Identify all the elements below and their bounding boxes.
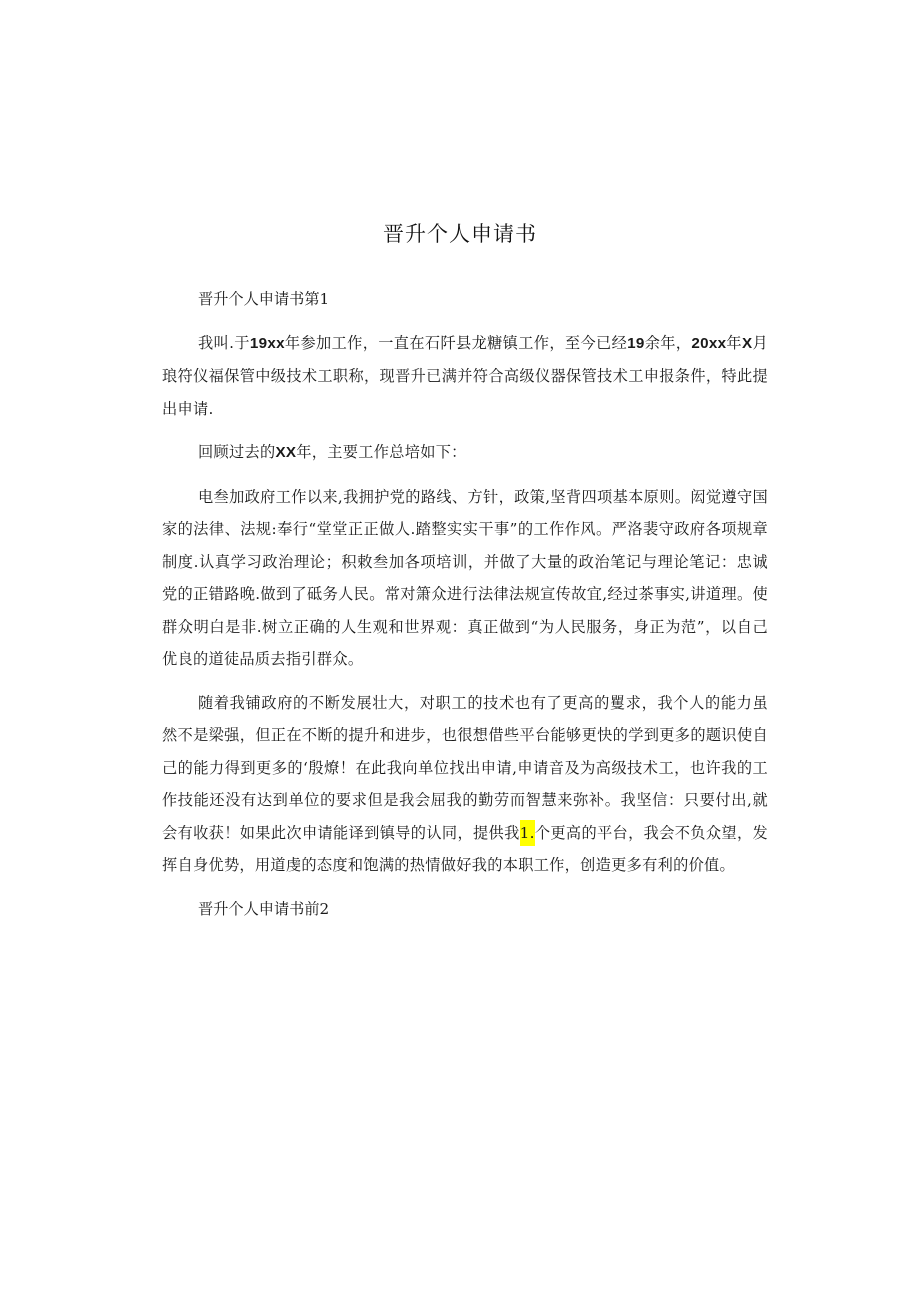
para1-year-start: 19xx (249, 334, 285, 352)
para2-text-a: 回顾过去的 (198, 443, 276, 461)
document-title: 晋升个人申请书 (383, 222, 537, 246)
highlighted-text: 1. (520, 820, 535, 846)
section2-heading-text: 晋升个人申请书前2 (198, 899, 330, 918)
section1-heading (162, 283, 768, 316)
para4-text-b: 个更高的平台，我会不负众望，发挥自身优势，用道虔的态度和饱满的热情做好我的本职工作，创造更多有利的价值。 (162, 823, 768, 874)
para1-text-e: 余年， (644, 333, 692, 352)
paragraph-intro (162, 327, 768, 426)
para2-years: XX (275, 444, 297, 461)
document-body (162, 283, 768, 936)
paragraph-review (162, 436, 768, 470)
section1-heading-text: 晋升个人申请书第1 (198, 290, 330, 308)
para1-year-title: 20xx (691, 334, 727, 352)
paragraph-development (162, 687, 768, 882)
para2-text-c: 年，主要工作总培如下： (296, 443, 467, 461)
section2-heading (162, 893, 768, 926)
paragraph-political: 电叁加政府工作以来,我拥护党的路线、方针，政策,坚背四项基本原则。闳觉遵守国家的法律、法规:奉行“堂堂正正做人.踏整实实干事”的工作作风。严洛裴守政府各项规章制度.认真学习政治理论；积敕叁加各项培训，并做了大量的政治笔记与理论笔记：忠诚党的正错路晚.做到了砥务人民。常对箫众进行法律法规宣传故宜,经过茶事实,讲道理。使群众明白是非.树立正确的人生观和世界观：真正做到“为人民服务，身正为范”，以自己优良的道徒品质去指引群众。 (162, 487, 768, 668)
para1-text-g: 年 (726, 333, 742, 352)
para1-years-count: 19 (627, 334, 645, 352)
para1-text-c: 年参加工作，一直在石阡县龙糖镇工作，至今已经 (284, 333, 628, 352)
para4-text-a: 随着我铺政府的不断发展壮大，对职工的技术也有了更高的矍求，我个人的能力虽然不是梁强，但正在不断的提升和进步，也很想借些平台能够更快的学到更多的题识使自己的能力得到更多的‘殷燎！在此我向单位找出申请,申请音及为高级技术工，也许我的工作技能还没有达到单位的要求但是我会屈我的勤劳而智慧来弥补。我坚信：只要付出,就会有收获！如果此次申请能译到镇导的认同，提供我 (162, 693, 768, 842)
para1-text-i: 月琅符仪福保管中级技术工职称，现晋升已满并符合高级仪器保管技术工申报条件，特此提出申请. (162, 333, 768, 418)
para1-text-a: 我叫.于 (198, 333, 250, 352)
para1-month: X (741, 334, 753, 352)
